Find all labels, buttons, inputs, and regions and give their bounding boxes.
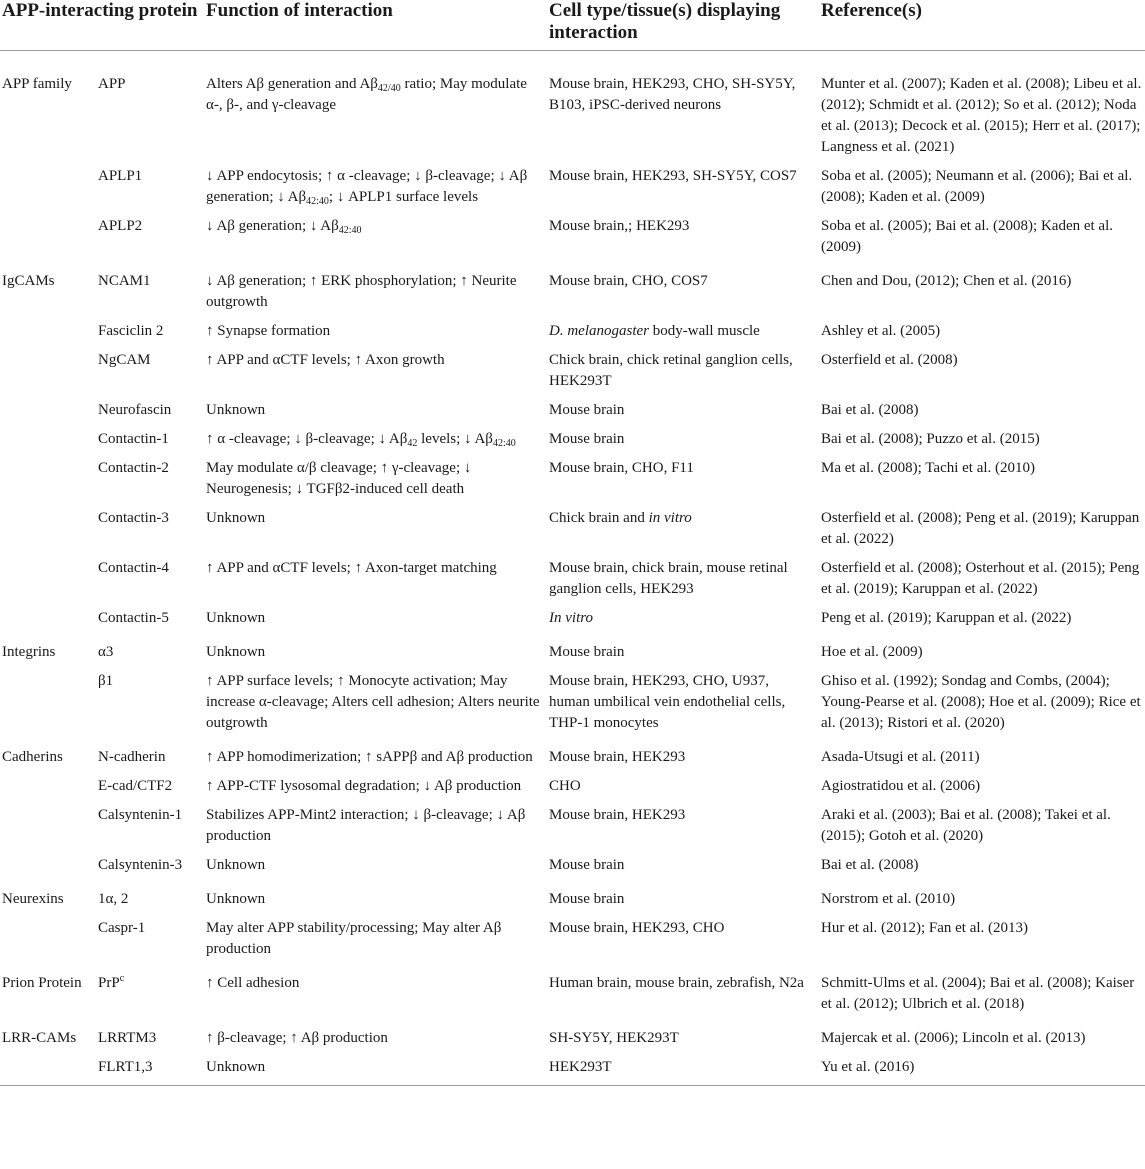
row-function-cell: ↑ Synapse formation <box>206 323 331 339</box>
header-reference: Reference(s) <box>819 0 1145 51</box>
table-row <box>0 1056 1145 1086</box>
table-row <box>0 320 1145 349</box>
row-cell-type-cell: CHO <box>549 778 581 794</box>
row-protein-cell: APLP1 <box>98 168 143 184</box>
row-function-cell: ↑ Cell adhesion <box>206 975 300 991</box>
row-group-cell: Neurexins <box>2 891 64 907</box>
table-row <box>0 670 1145 741</box>
row-cell-type-cell: Mouse brain, CHO, COS7 <box>549 273 708 289</box>
row-group-cell: Cadherins <box>2 749 63 765</box>
row-protein-cell: Contactin-1 <box>98 431 169 447</box>
row-function-cell: Unknown <box>206 857 266 873</box>
row-function-cell: Unknown <box>206 402 266 418</box>
row-reference-cell: Norstrom et al. (2010) <box>821 891 956 907</box>
row-cell-type-cell: Mouse brain <box>549 402 625 418</box>
row-protein-cell: APP <box>98 76 126 92</box>
row-function-cell: ↑ APP-CTF lysosomal degradation; ↓ Aβ production <box>206 778 522 794</box>
row-group-cell <box>0 215 96 265</box>
row-reference-cell: Osterfield et al. (2008); Osterhout et al. (2015); Peng et al. (2019); Karuppan et al. (2022) <box>821 560 1140 597</box>
row-protein-cell: Contactin-2 <box>98 460 169 476</box>
row-reference-cell: Ma et al. (2008); Tachi et al. (2010) <box>821 460 1036 476</box>
row-cell-type-cell: Mouse brain, HEK293 <box>549 807 686 823</box>
row-reference-cell: Chen and Dou, (2012); Chen et al. (2016) <box>821 273 1072 289</box>
row-function-cell: Unknown <box>206 891 266 907</box>
row-reference-cell: Soba et al. (2005); Bai et al. (2008); Kaden et al. (2009) <box>821 218 1114 255</box>
table-header <box>0 0 1145 51</box>
header-cell-type: Cell type/tissue(s) displaying interaction <box>547 0 819 51</box>
row-reference-cell: Bai et al. (2008) <box>821 857 919 873</box>
table-row <box>0 507 1145 557</box>
row-reference-cell: Araki et al. (2003); Bai et al. (2008); Takei et al. (2015); Gotoh et al. (2020) <box>821 807 1111 844</box>
row-group-cell <box>0 775 96 804</box>
row-function-cell: ↑ α -cleavage; ↓ β-cleavage; ↓ $A\beta_{42}$ levels; ↓ $A\beta_{42:40}$ <box>206 431 516 449</box>
row-reference-cell: Asada-Utsugi et al. (2011) <box>821 749 980 765</box>
table-row <box>0 51 1145 166</box>
row-cell-type-cell: Mouse brain, HEK293 <box>549 749 686 765</box>
table-row <box>0 557 1145 607</box>
table-row <box>0 457 1145 507</box>
row-cell-type-cell: D. melanogaster body-wall muscle <box>549 323 760 339</box>
row-function-cell: ↓ APP endocytosis; ↑ α -cleavage; ↓ β-cleavage; ↓ Aβ generation; ↓ $A\beta_{42:40}$; ↓ APLP1 surface levels <box>206 168 528 207</box>
table-row <box>0 854 1145 883</box>
header-row <box>0 0 1145 51</box>
row-cell-type-cell: Human brain, mouse brain, zebrafish, N2a <box>549 975 804 991</box>
row-cell-type-cell: Mouse brain <box>549 891 625 907</box>
row-protein-cell: Caspr-1 <box>98 920 146 936</box>
table-row <box>0 1022 1145 1056</box>
row-group-cell <box>0 320 96 349</box>
row-protein-cell: Contactin-5 <box>98 610 169 626</box>
table-row <box>0 741 1145 775</box>
row-cell-type-cell: Chick brain and in vitro <box>549 510 692 526</box>
table-row <box>0 265 1145 320</box>
row-function-cell: May modulate α/β cleavage; ↑ γ-cleavage; ↓ Neurogenesis; ↓ TGFβ2-induced cell death <box>206 460 472 497</box>
row-protein-cell: Calsyntenin-1 <box>98 807 183 823</box>
row-group-cell: IgCAMs <box>2 273 55 289</box>
row-cell-type-cell: Mouse brain <box>549 644 625 660</box>
row-function-cell: Unknown <box>206 610 266 626</box>
row-group-cell <box>0 804 96 854</box>
row-reference-cell: Ashley et al. (2005) <box>821 323 941 339</box>
row-reference-cell: Soba et al. (2005); Neumann et al. (2006); Bai et al. (2008); Kaden et al. (2009) <box>821 168 1133 205</box>
row-cell-type-cell: Mouse brain <box>549 857 625 873</box>
table-row <box>0 349 1145 399</box>
row-reference-cell: Osterfield et al. (2008) <box>821 352 958 368</box>
header-protein: APP-interacting protein <box>0 0 204 51</box>
row-cell-type-cell: Mouse brain, CHO, F11 <box>549 460 694 476</box>
table-row <box>0 804 1145 854</box>
row-reference-cell: Osterfield et al. (2008); Peng et al. (2019); Karuppan et al. (2022) <box>821 510 1140 547</box>
row-function-cell: ↓ Aβ generation; ↓ $A\beta_{42:40}$ <box>206 218 362 236</box>
row-function-cell: ↑ β-cleavage; ↑ Aβ production <box>206 1030 388 1046</box>
row-reference-cell: Yu et al. (2016) <box>819 1056 1145 1086</box>
row-reference-cell: Hoe et al. (2009) <box>821 644 923 660</box>
row-reference-cell: Bai et al. (2008) <box>821 402 919 418</box>
row-reference-cell: Peng et al. (2019); Karuppan et al. (2022) <box>821 610 1072 626</box>
row-cell-type-cell: Chick brain, chick retinal ganglion cells, HEK293T <box>549 352 793 389</box>
row-reference-cell: Majercak et al. (2006); Lincoln et al. (2013) <box>821 1030 1086 1046</box>
row-cell-type-cell: In vitro <box>549 610 594 626</box>
row-group-cell <box>0 670 96 741</box>
row-cell-type-cell: Mouse brain, HEK293, SH-SY5Y, COS7 <box>549 168 797 184</box>
table-row <box>0 967 1145 1022</box>
row-reference-cell: Ghiso et al. (1992); Sondag and Combs, (2004); Young-Pearse et al. (2008); Hoe et al. (2009); Rice et al. (2013); Ristori et al. (2020) <box>821 673 1141 731</box>
table-row <box>0 399 1145 428</box>
table-row <box>0 917 1145 967</box>
row-protein-cell: β1 <box>98 673 114 689</box>
row-protein-cell: E-cad/CTF2 <box>98 778 173 794</box>
row-group-cell <box>0 917 96 967</box>
row-function-cell: ↑ APP and αCTF levels; ↑ Axon-target matching <box>206 560 497 576</box>
row-cell-type-cell: Mouse brain, HEK293, CHO <box>549 920 725 936</box>
row-reference-cell: Munter et al. (2007); Kaden et al. (2008); Libeu et al. (2012); Schmidt et al. (2012); So et al. (2012); Noda et al. (2013); Decock et al. (2015); Herr et al. (2017); Langness et al. (2021) <box>821 76 1142 155</box>
row-function-cell: Alters Aβ generation and $A\beta_{42/40}$ ratio; May modulate α-, β-, and γ-cleavage <box>206 76 527 113</box>
row-function-cell: May alter APP stability/processing; May alter Aβ production <box>206 920 502 957</box>
row-cell-type-cell: Mouse brain, chick brain, mouse retinal ganglion cells, HEK293 <box>549 560 788 597</box>
row-protein-cell: NCAM1 <box>98 273 151 289</box>
row-group-cell <box>0 428 96 457</box>
row-protein-cell: Contactin-3 <box>98 510 169 526</box>
row-cell-type-cell: Mouse brain <box>549 431 625 447</box>
row-protein-cell: Fasciclin 2 <box>98 323 164 339</box>
row-reference-cell: Bai et al. (2008); Puzzo et al. (2015) <box>821 431 1040 447</box>
row-protein-cell: APLP2 <box>98 218 143 234</box>
row-cell-type-cell: HEK293T <box>547 1056 819 1086</box>
table-row <box>0 883 1145 917</box>
table-row <box>0 636 1145 670</box>
row-cell-type-cell: Mouse brain, HEK293, CHO, U937, human umbilical vein endothelial cells, THP-1 monocytes <box>549 673 786 731</box>
row-group-cell: Prion Protein <box>2 975 82 991</box>
row-group-cell <box>0 1056 96 1086</box>
row-group-cell: Integrins <box>2 644 56 660</box>
table-row <box>0 215 1145 265</box>
row-reference-cell: Hur et al. (2012); Fan et al. (2013) <box>821 920 1029 936</box>
row-group-cell: LRR-CAMs <box>2 1030 77 1046</box>
table-row <box>0 775 1145 804</box>
row-function-cell: Unknown <box>206 644 266 660</box>
row-function-cell: Unknown <box>204 1056 547 1086</box>
row-protein-cell: LRRTM3 <box>98 1030 157 1046</box>
row-protein-cell: PrP$^c$ <box>98 973 125 991</box>
row-protein-cell: 1α, 2 <box>98 891 129 907</box>
table-row <box>0 165 1145 215</box>
row-group-cell <box>0 557 96 607</box>
row-group-cell <box>0 507 96 557</box>
row-protein-cell: N-cadherin <box>98 749 166 765</box>
row-cell-type-cell: Mouse brain,; HEK293 <box>549 218 690 234</box>
row-function-cell: ↑ APP and αCTF levels; ↑ Axon growth <box>206 352 445 368</box>
row-group-cell <box>0 349 96 399</box>
row-protein-cell: Neurofascin <box>98 402 172 418</box>
row-protein-cell: α3 <box>98 644 114 660</box>
row-group-cell <box>0 457 96 507</box>
row-cell-type-cell: SH-SY5Y, HEK293T <box>549 1030 679 1046</box>
row-function-cell: Unknown <box>206 510 266 526</box>
row-cell-type-cell: Mouse brain, HEK293, CHO, SH-SY5Y, B103, iPSC-derived neurons <box>549 76 796 113</box>
row-reference-cell: Schmitt-Ulms et al. (2004); Bai et al. (2008); Kaiser et al. (2012); Ulbrich et al. (2018) <box>821 975 1135 1012</box>
row-group-cell <box>0 399 96 428</box>
row-function-cell: ↑ APP surface levels; ↑ Monocyte activation; May increase α-cleavage; Alters cell adhesion; Alters neurite outgrowth <box>206 673 540 731</box>
row-group-cell <box>0 165 96 215</box>
row-group-cell <box>0 607 96 636</box>
row-function-cell: ↑ APP homodimerization; ↑ sAPPβ and Aβ production <box>206 749 533 765</box>
table-body <box>0 51 1145 1086</box>
row-group-cell <box>0 854 96 883</box>
row-protein-cell: NgCAM <box>98 352 151 368</box>
header-function: Function of interaction <box>204 0 547 51</box>
row-function-cell: ↓ Aβ generation; ↑ ERK phosphorylation; ↑ Neurite outgrowth <box>206 273 517 310</box>
row-group-cell: APP family <box>2 76 72 92</box>
row-function-cell: Stabilizes APP-Mint2 interaction; ↓ β-cleavage; ↓ Aβ production <box>206 807 526 844</box>
row-protein-cell: Contactin-4 <box>98 560 169 576</box>
row-reference-cell: Agiostratidou et al. (2006) <box>821 778 981 794</box>
row-protein-cell: FLRT1,3 <box>96 1056 204 1086</box>
table-row <box>0 428 1145 457</box>
row-protein-cell: Calsyntenin-3 <box>98 857 183 873</box>
table-row <box>0 607 1145 636</box>
